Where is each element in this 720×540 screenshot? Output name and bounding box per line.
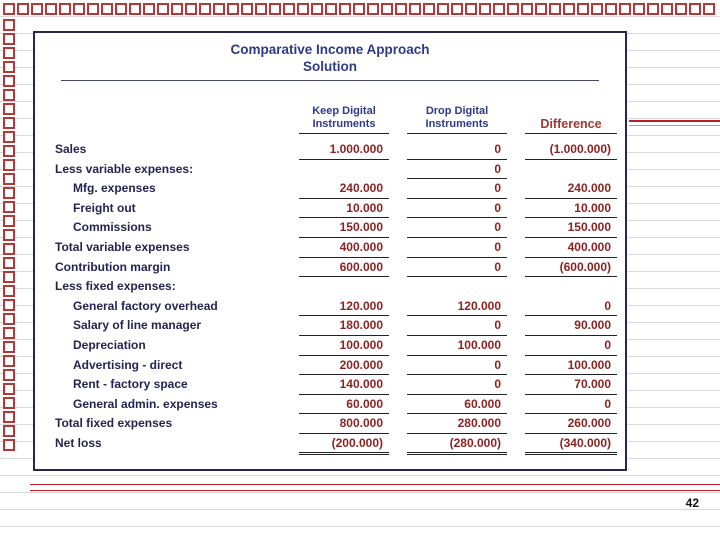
- cell-difference: [525, 277, 617, 297]
- cell-drop: 0: [407, 199, 507, 219]
- border-square: [3, 411, 15, 423]
- border-square: [493, 3, 505, 15]
- cell-difference: (1.000.000): [525, 140, 617, 160]
- row-label: Advertising - direct: [73, 357, 183, 372]
- cell-keep: (200.000): [299, 434, 389, 455]
- border-square: [423, 3, 435, 15]
- title-underline: [61, 80, 599, 81]
- border-square: [339, 3, 351, 15]
- cell-keep: 120.000: [299, 297, 389, 317]
- border-square: [45, 3, 57, 15]
- accent-line-bottom-1: [30, 484, 720, 485]
- row-label: Net loss: [55, 435, 102, 450]
- row-label: Less variable expenses:: [55, 161, 194, 176]
- row-label: Freight out: [73, 200, 136, 215]
- column-header-difference: Difference: [525, 118, 617, 134]
- border-square: [675, 3, 687, 15]
- row-label: Less fixed expenses:: [55, 279, 176, 294]
- border-square: [3, 103, 15, 115]
- row-label: Commissions: [73, 220, 152, 235]
- table-row: [35, 375, 625, 395]
- border-square: [73, 3, 85, 15]
- cell-keep: 10.000: [299, 199, 389, 219]
- income-statement-panel: [33, 31, 627, 471]
- page-number: 42: [685, 496, 699, 510]
- accent-line-bottom-2: [30, 490, 720, 491]
- cell-difference: (340.000): [525, 434, 617, 455]
- table-row: [35, 316, 625, 336]
- row-label: Depreciation: [73, 337, 146, 352]
- border-square: [3, 145, 15, 157]
- column-header-drop-line2: Instruments: [425, 118, 489, 130]
- row-label: Mfg. expenses: [73, 181, 156, 196]
- cell-difference: 100.000: [525, 356, 617, 376]
- top-border-squares: [3, 3, 715, 15]
- table-row: [35, 434, 625, 454]
- border-square: [3, 355, 15, 367]
- accent-line-right: [629, 120, 720, 126]
- cell-difference: 0: [525, 336, 617, 356]
- border-square: [143, 3, 155, 15]
- border-square: [3, 313, 15, 325]
- border-square: [3, 201, 15, 213]
- border-square: [395, 3, 407, 15]
- border-square: [171, 3, 183, 15]
- border-square: [3, 159, 15, 171]
- border-square: [3, 47, 15, 59]
- cell-keep: 240.000: [299, 179, 389, 199]
- border-square: [3, 187, 15, 199]
- border-square: [3, 215, 15, 227]
- row-label: Sales: [55, 142, 87, 156]
- table-row: [35, 297, 625, 317]
- border-square: [591, 3, 603, 15]
- row-label: Rent - factory space: [73, 377, 188, 392]
- cell-keep: 200.000: [299, 356, 389, 376]
- cell-drop: 120.000: [407, 297, 507, 317]
- border-square: [31, 3, 43, 15]
- border-square: [59, 3, 71, 15]
- cell-keep: 180.000: [299, 316, 389, 336]
- row-label: Salary of line manager: [73, 318, 202, 333]
- border-square: [3, 341, 15, 353]
- table-row: [35, 258, 625, 278]
- row-label: General admin. expenses: [73, 396, 218, 411]
- cell-drop: 0: [407, 160, 507, 180]
- column-header-keep-line1: Keep Digital: [312, 105, 376, 117]
- border-square: [255, 3, 267, 15]
- border-square: [465, 3, 477, 15]
- cell-drop: 0: [407, 258, 507, 278]
- border-square: [241, 3, 253, 15]
- column-header-drop-line1: Drop Digital: [425, 105, 489, 117]
- border-square: [3, 327, 15, 339]
- border-square: [17, 3, 29, 15]
- row-label: Contribution margin: [55, 259, 171, 274]
- border-square: [3, 19, 15, 31]
- column-header-drop: [407, 105, 507, 134]
- border-square: [3, 89, 15, 101]
- cell-drop: 0: [407, 238, 507, 258]
- border-square: [353, 3, 365, 15]
- border-square: [703, 3, 715, 15]
- row-label: Total fixed expenses: [55, 416, 173, 431]
- cell-difference: 0: [525, 395, 617, 415]
- border-square: [3, 131, 15, 143]
- border-square: [101, 3, 113, 15]
- cell-difference: 400.000: [525, 238, 617, 258]
- cell-difference: 260.000: [525, 414, 617, 434]
- border-square: [3, 33, 15, 45]
- cell-difference: 240.000: [525, 179, 617, 199]
- border-square: [3, 75, 15, 87]
- border-square: [269, 3, 281, 15]
- border-square: [311, 3, 323, 15]
- cell-keep: 1.000.000: [299, 140, 389, 160]
- border-square: [3, 243, 15, 255]
- cell-drop: [407, 277, 507, 297]
- border-square: [3, 271, 15, 283]
- table-row: [35, 238, 625, 258]
- table-row: [35, 414, 625, 434]
- cell-keep: 800.000: [299, 414, 389, 434]
- border-square: [647, 3, 659, 15]
- border-square: [661, 3, 673, 15]
- border-square: [507, 3, 519, 15]
- cell-difference: 10.000: [525, 199, 617, 219]
- border-square: [3, 425, 15, 437]
- border-square: [3, 383, 15, 395]
- row-label: General factory overhead: [73, 298, 218, 313]
- cell-keep: [299, 160, 389, 180]
- slide-title: [35, 41, 625, 75]
- border-square: [535, 3, 547, 15]
- border-square: [227, 3, 239, 15]
- cell-difference: 90.000: [525, 316, 617, 336]
- border-square: [3, 61, 15, 73]
- cell-drop: 0: [407, 316, 507, 336]
- table-row: [35, 140, 625, 160]
- border-square: [213, 3, 225, 15]
- border-square: [3, 397, 15, 409]
- cell-keep: 150.000: [299, 218, 389, 238]
- border-square: [3, 257, 15, 269]
- border-square: [577, 3, 589, 15]
- left-border-squares: [3, 19, 15, 451]
- cell-difference: 70.000: [525, 375, 617, 395]
- border-square: [3, 299, 15, 311]
- border-square: [521, 3, 533, 15]
- table-row: [35, 277, 625, 297]
- border-square: [563, 3, 575, 15]
- border-square: [479, 3, 491, 15]
- border-square: [115, 3, 127, 15]
- border-square: [437, 3, 449, 15]
- table-row: [35, 356, 625, 376]
- cell-keep: 140.000: [299, 375, 389, 395]
- border-square: [3, 117, 15, 129]
- cell-keep: [299, 277, 389, 297]
- cell-drop: 0: [407, 356, 507, 376]
- border-square: [297, 3, 309, 15]
- border-square: [409, 3, 421, 15]
- border-square: [3, 173, 15, 185]
- cell-drop: 0: [407, 218, 507, 238]
- cell-difference: [525, 160, 617, 180]
- cell-keep: 60.000: [299, 395, 389, 415]
- border-square: [367, 3, 379, 15]
- border-square: [3, 229, 15, 241]
- border-square: [185, 3, 197, 15]
- table-row: [35, 336, 625, 356]
- table-row: [35, 199, 625, 219]
- border-square: [633, 3, 645, 15]
- column-header-keep: [299, 105, 389, 134]
- border-square: [3, 369, 15, 381]
- border-square: [689, 3, 701, 15]
- column-header-keep-line2: Instruments: [312, 118, 376, 130]
- table-row: [35, 160, 625, 180]
- table-row: [35, 179, 625, 199]
- cell-difference: 0: [525, 297, 617, 317]
- border-square: [381, 3, 393, 15]
- border-square: [3, 285, 15, 297]
- border-square: [157, 3, 169, 15]
- income-table-rows: [35, 140, 625, 454]
- border-square: [3, 3, 15, 15]
- border-square: [619, 3, 631, 15]
- title-line2: Solution: [303, 59, 357, 74]
- border-square: [605, 3, 617, 15]
- cell-drop: 0: [407, 179, 507, 199]
- border-square: [549, 3, 561, 15]
- border-square: [451, 3, 463, 15]
- cell-drop: 60.000: [407, 395, 507, 415]
- border-square: [3, 439, 15, 451]
- table-row: [35, 218, 625, 238]
- border-square: [87, 3, 99, 15]
- cell-keep: 600.000: [299, 258, 389, 278]
- border-square: [199, 3, 211, 15]
- cell-difference: (600.000): [525, 258, 617, 278]
- cell-drop: 100.000: [407, 336, 507, 356]
- cell-keep: 100.000: [299, 336, 389, 356]
- cell-difference: 150.000: [525, 218, 617, 238]
- cell-keep: 400.000: [299, 238, 389, 258]
- row-label: Total variable expenses: [55, 239, 190, 254]
- title-line1: Comparative Income Approach: [230, 42, 430, 57]
- cell-drop: 0: [407, 140, 507, 160]
- border-square: [129, 3, 141, 15]
- border-square: [283, 3, 295, 15]
- table-header-row: [35, 105, 625, 134]
- cell-drop: 280.000: [407, 414, 507, 434]
- border-square: [325, 3, 337, 15]
- cell-drop: (280.000): [407, 434, 507, 455]
- header-spacer: [55, 132, 281, 134]
- table-row: [35, 395, 625, 415]
- cell-drop: 0: [407, 375, 507, 395]
